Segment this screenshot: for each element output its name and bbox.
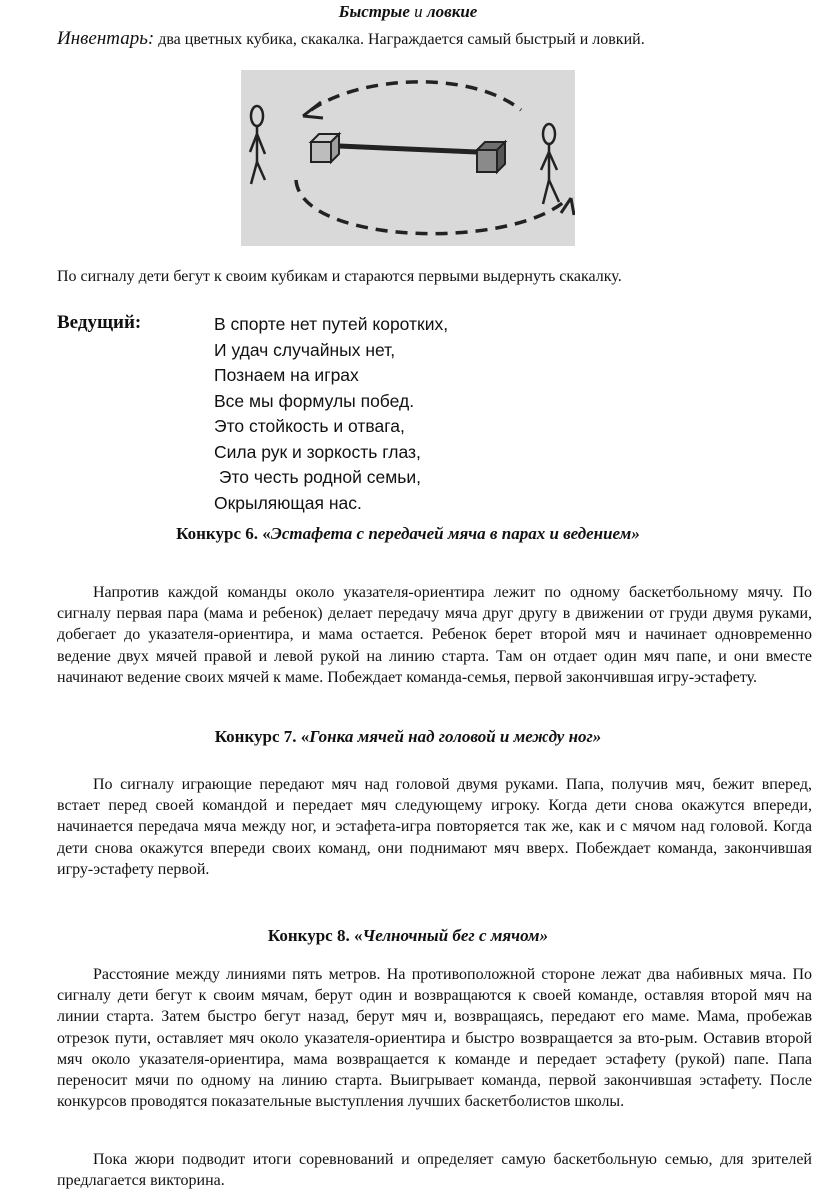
contest6-text: Напротив каждой команды около указателя-ориентира лежит по одному баскетбольному мячу. По сигналу первая пара (мама и ребенок) делает передачу мяча друг другу в движении от груди двумя руками, добегает до указателя-ориентира, и мама остается. Ребенок берет второй мяч и начинает одновременно ведение двух мячей правой и левой рукой на линию старта. Там он отдает один мяч папе, и они вместе начинают ведение своих мячей к маме. Побеждает команда-семья, первой закончившая игру-эстафету.	[57, 584, 812, 686]
arrowhead-right	[561, 198, 574, 215]
title-part1: Быстрые	[338, 2, 410, 21]
contest6-heading	[0, 524, 816, 544]
contest8-text: Расстояние между линиями пять метров. На противоположной стороне лежат два набивных мяча. По сигналу дети бегут к своим мячам, берут один и возвращаются к своей команде, оставляя второй мяч на линии старта. Затем быстро бегут назад, берут мяч и, возвращаясь, передают его маме. Мама, пробежав отрезок пути, оставляет мяч около указателя-ориентира и быстро возвращается за вто-рым. Оставив второй мяч около указателя-ориентира, мама возвращается к команде и передает эстафету (рукой) папе. Папа переносит мячи по одному на линию старта. Выигрывает команда, первой закончившая эстафету. После конкурсов проводятся показательные выступления лучших баскетболистов школы.	[57, 966, 812, 1111]
poem-line: Сила рук и зоркость глаз,	[214, 441, 421, 462]
poem-line: В спорте нет путей коротких,	[214, 314, 449, 334]
signal-text: По сигналу дети бегут к своим кубикам и стараются первыми выдернуть скакалку.	[57, 268, 622, 285]
contest6-paragraph	[57, 582, 812, 688]
closing-text: Пока жюри подводит итоги соревнований и определяет самую баскетбольную семью, для зрителей предлагается викторина.	[57, 1151, 812, 1190]
poem-line: Это честь родной семьи,	[214, 467, 422, 487]
inventory-label: Инвентарь:	[57, 28, 155, 49]
relay-diagram	[241, 70, 575, 246]
contest7-prefix: Конкурс 7. «	[214, 727, 310, 746]
poem-line: Познаем на играх	[214, 365, 359, 385]
inventory-text: два цветных кубика, скакалка. Награждается самый быстрый и ловкий.	[158, 31, 645, 48]
arrowhead-left	[303, 102, 323, 118]
contest8-paragraph	[57, 964, 812, 1112]
poem-line: И удач случайных нет,	[214, 339, 396, 360]
contest8-heading	[0, 926, 816, 946]
contest8-name: Челночный бег с мячом»	[362, 926, 549, 945]
contest7-text: По сигналу играющие передают мяч над головой двумя руками. Папа, получив мяч, бежит вперед, встает перед своей командой и передает мяч следующему игроку. Когда дети снова окажутся впереди, начинается передача мяча между ног, и эстафета-игра повторяется так же, как и с мячом над головой. Когда дети снова окажутся впереди своих команд, они поднимают мяч вверх. Побеждает команда, закончившая игру-эстафету первой.	[57, 776, 812, 878]
contest6-prefix: Конкурс 6. «	[176, 524, 271, 543]
jump-rope	[339, 146, 477, 152]
contest7-paragraph	[57, 774, 812, 880]
host-label: Ведущий:	[57, 312, 142, 333]
contest6-name: Эстафета с передачей мяча в парах и ведением»	[270, 524, 640, 543]
right-figure	[541, 124, 559, 204]
poem-line: Все мы формулы побед.	[214, 390, 415, 411]
title-part2: ловкие	[426, 2, 478, 21]
poem	[214, 312, 448, 516]
contest7-heading	[0, 727, 816, 747]
left-cube	[311, 134, 339, 162]
dashed-path-bottom	[296, 180, 566, 234]
dashed-path-top	[311, 82, 521, 110]
right-cube	[477, 142, 505, 172]
left-figure	[250, 106, 265, 184]
poem-line: Окрыляющая нас.	[214, 492, 362, 513]
relay-diagram-icon	[241, 70, 575, 246]
closing-paragraph	[57, 1149, 812, 1191]
inventory-line	[57, 28, 645, 50]
title-conj: и	[414, 2, 423, 21]
poem-line: Это стойкость и отвага,	[214, 416, 405, 436]
contest7-name: Гонка мячей над головой и между ног»	[309, 727, 602, 746]
section-title	[0, 2, 816, 22]
contest8-prefix: Конкурс 8. «	[267, 926, 363, 945]
